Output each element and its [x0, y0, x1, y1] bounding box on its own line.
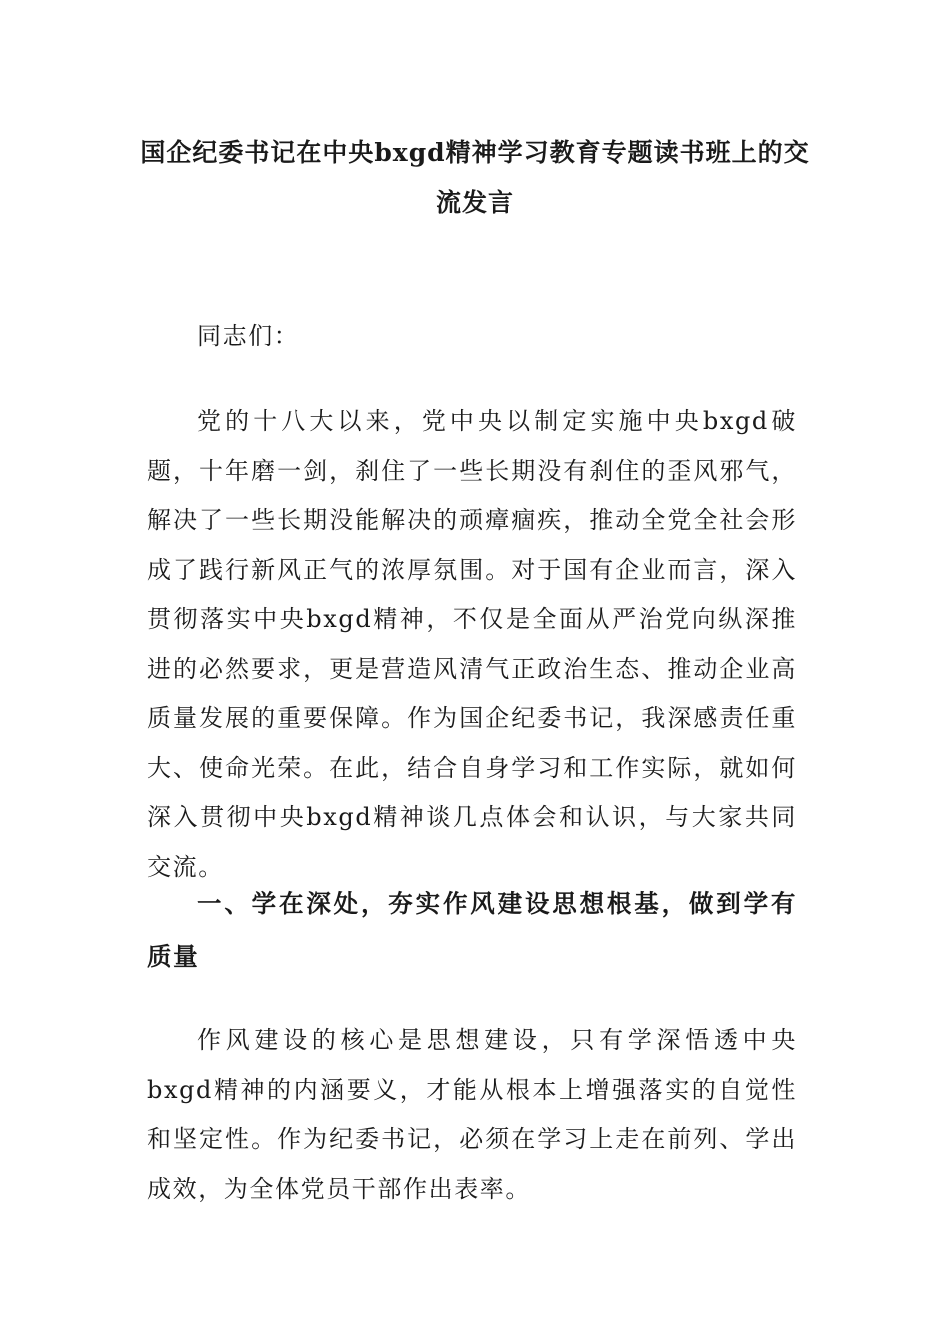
- document-title: 国企纪委书记在中央bxgd精神学习教育专题读书班上的交流发言: [140, 138, 810, 217]
- section-heading-1: 一、学在深处，夯实作风建设思想根基，做到学有质量: [147, 889, 797, 971]
- paragraph-section-1: 作风建设的核心是思想建设，只有学深悟透中央bxgd精神的内涵要义，才能从根本上增强落实的自觉性和坚定性。作为纪委书记，必须在学习上走在前列、学出成效，为全体党员干部作出表率。: [147, 1026, 797, 1203]
- salutation: 同志们：: [197, 322, 300, 350]
- paragraph-intro: 党的十八大以来，党中央以制定实施中央bxgd破题，十年磨一剑，刹住了一些长期没有刹住的歪风邪气，解决了一些长期没能解决的顽瘴痼疾，推动全党全社会形成了践行新风正气的浓厚氛围。对于国有企业而言，深入贯彻落实中央bxgd精神，不仅是全面从严治党向纵深推进的必然要求，更是营造风清气正政治生态、推动企业高质量发展的重要保障。作为国企纪委书记，我深感责任重大、使命光荣。在此，结合自身学习和工作实际，就如何深入贯彻中央bxgd精神谈几点体会和认识，与大家共同交流。: [147, 407, 797, 881]
